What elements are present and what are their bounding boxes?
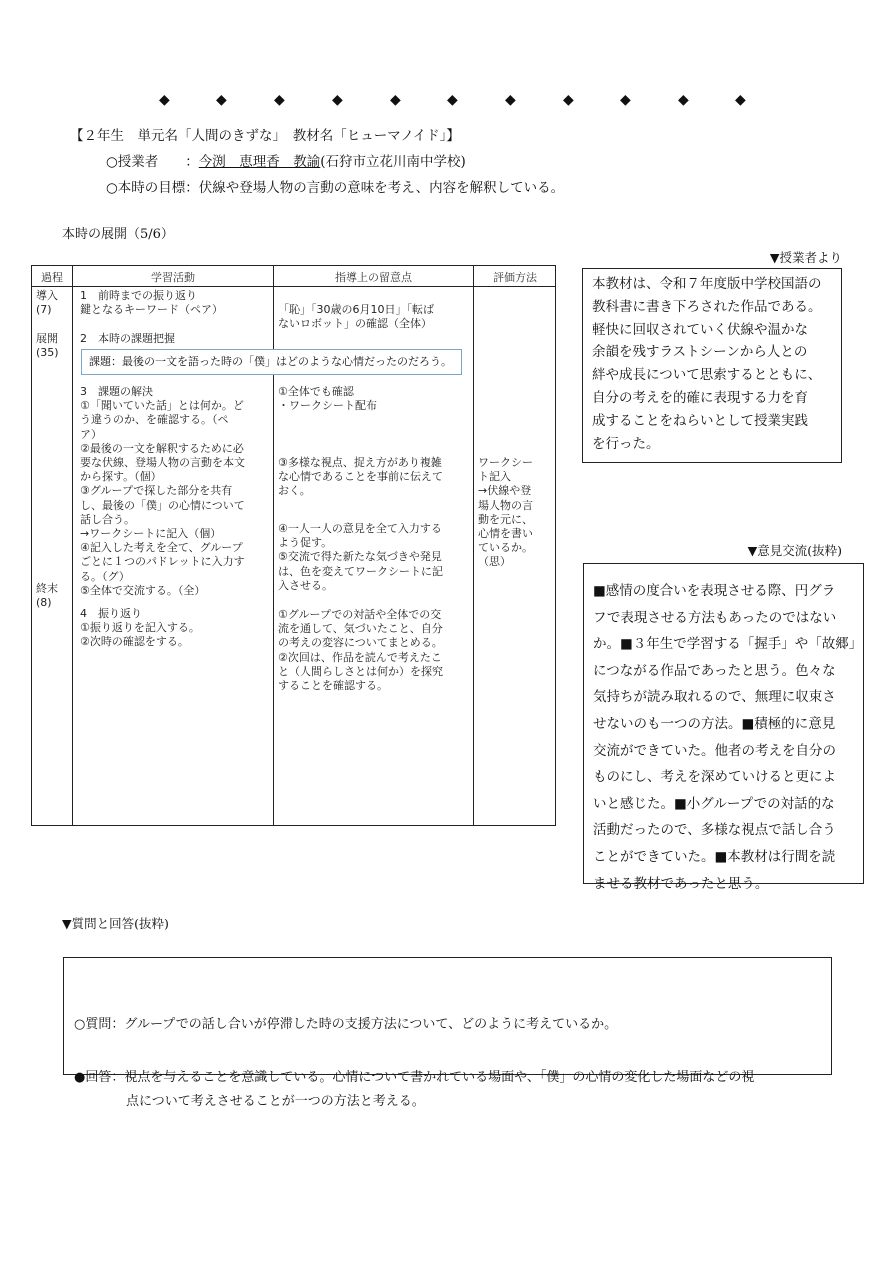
diamond-icon: ◆ (447, 92, 458, 108)
diamond-icon: ◆ (563, 92, 574, 108)
teacher-line (106, 150, 466, 170)
activity-1: 1 前時までの振り返り 鍵となるキーワード（ペア） (80, 289, 223, 317)
diamond-icon: ◆ (159, 92, 170, 108)
phase-closing: 終末 (8) (36, 582, 58, 610)
opinions-box: ■感情の度合いを表現させる際、円グラ フで表現させる方法もあったのではない か。■３年生で学習する「握手」や「故郷」 につながる作品であったと思う。色々な 気持ちが読み取れるので、無理に収束さ せないのも一つの方法。■積極的に意見 交流ができていた。他者の考えを自分の ものにし、考えを深めていけると更によ いと感じた。■小グループでの対話的な 活動だったので、多様な視点で話し合う ことができていた。■本教材は行間を読 ませる教材であったと思う。 (583, 563, 864, 884)
diamond-icon: ◆ (216, 92, 227, 108)
evaluation-method: ワークシー ト記入 →伏線や登 場人物の言 動を元に、 心情を書い ているか。 （思） (478, 456, 533, 569)
teacher-comment-label: ▼授業者より (769, 250, 842, 265)
phase-intro: 導入 (7) (36, 289, 58, 317)
header-evaluation: 評価方法 (493, 271, 537, 284)
note-4: ④一人一人の意見を全て入力する よう促す。 ⑤交流で得た新たな気づきや発見 は、色を変えてワークシートに記 入させる。 (278, 522, 443, 592)
activity-3: 3 課題の解決 ①「聞いていた話」とは何か。ど う違うのか、を確認する。（ペ ア） ②最後の一文を解釈するために必 要な伏線、登場人物の言動を本文 から探す。（個） ③グループで探した部分を共有 し、最後の「僕」の心情について 話し合う。 →ワークシートに記入（個） ④記入した考えを全て、グループ ごとに１つのパドレットに入力す る。（グ） ⑤全体で交流する。（全） (80, 385, 245, 597)
header-activity: 学習活動 (151, 271, 195, 284)
question-text: ○質問：グループでの話し合いが停滞した時の支援方法について、どのように考えているか。 (74, 1017, 618, 1032)
teacher-label: ○授業者 ： (106, 154, 199, 170)
teacher-school: (石狩市立花川南中学校) (320, 154, 466, 170)
qa-label: ▼質問と回答(抜粋) (62, 916, 169, 931)
answer-text: ●回答：視点を与えることを意識している。心情について書かれている場面や、「僕」の心情の変化した場面などの視 点について考えさせることが一つの方法と考える。 (74, 1070, 755, 1109)
qa-box (63, 957, 832, 1109)
diamond-icon: ◆ (678, 92, 689, 108)
lesson-plan-table (31, 265, 556, 826)
note-5: ①グループでの対話や全体での交 流を通して、気づいたこと、自分 の考えの変容についてまとめる。 ②次回は、作品を読んで考えたこ と（人間らしさとは何か）を探究 することを確認する。 (278, 608, 443, 693)
activity-2: 2 本時の課題把握 (80, 332, 175, 345)
opinions-label: ▼意見交流(抜粋) (747, 543, 842, 558)
diamond-icon: ◆ (332, 92, 343, 108)
note-3: ③多様な視点、捉え方があり複雑 な心情であることを事前に伝えて おく。 (278, 456, 443, 498)
teacher-name: 今渕 恵理香 教諭 (198, 154, 321, 170)
lesson-goal: ○本時の目標：伏線や登場人物の言動の意味を考え、内容を解釈している。 (106, 180, 565, 196)
note-2: ①全体でも確認 ・ワークシート配布 (278, 385, 377, 413)
phase-development: 展開 (35) (36, 332, 59, 360)
teacher-comment-box: 本教材は、令和７年度版中学校国語の 教科書に書き下ろされた作品である。 軽快に回収されていく伏線や温かな 余韻を残すラストシーンから人との 絆や成長について思索するとともに、 自分の考えを的確に表現する力を育 成することをねらいとして授業実践 を行った。 (582, 268, 842, 463)
activity-4: 4 振り返り ①振り返りを記入する。 ②次時の確認をする。 (80, 607, 200, 649)
lesson-title: 【２年生 単元名「人間のきずな」 教材名「ヒューマノイド」】 (70, 128, 460, 144)
diamond-icon: ◆ (620, 92, 631, 108)
diamond-icon: ◆ (505, 92, 516, 108)
diamond-icon: ◆ (390, 92, 401, 108)
header-notes: 指導上の留意点 (335, 271, 412, 284)
section-title: 本時の展開（5/6） (62, 227, 174, 242)
note-1: 「恥」「30歳の6月10日」「転ば ないロボット」の確認（全体） (278, 303, 434, 331)
header-phase: 過程 (41, 271, 63, 284)
diamond-icon: ◆ (735, 92, 746, 108)
lesson-task-box: 課題：最後の一文を語った時の「僕」はどのような心情だったのだろう。 (81, 349, 462, 375)
diamond-icon: ◆ (274, 92, 285, 108)
